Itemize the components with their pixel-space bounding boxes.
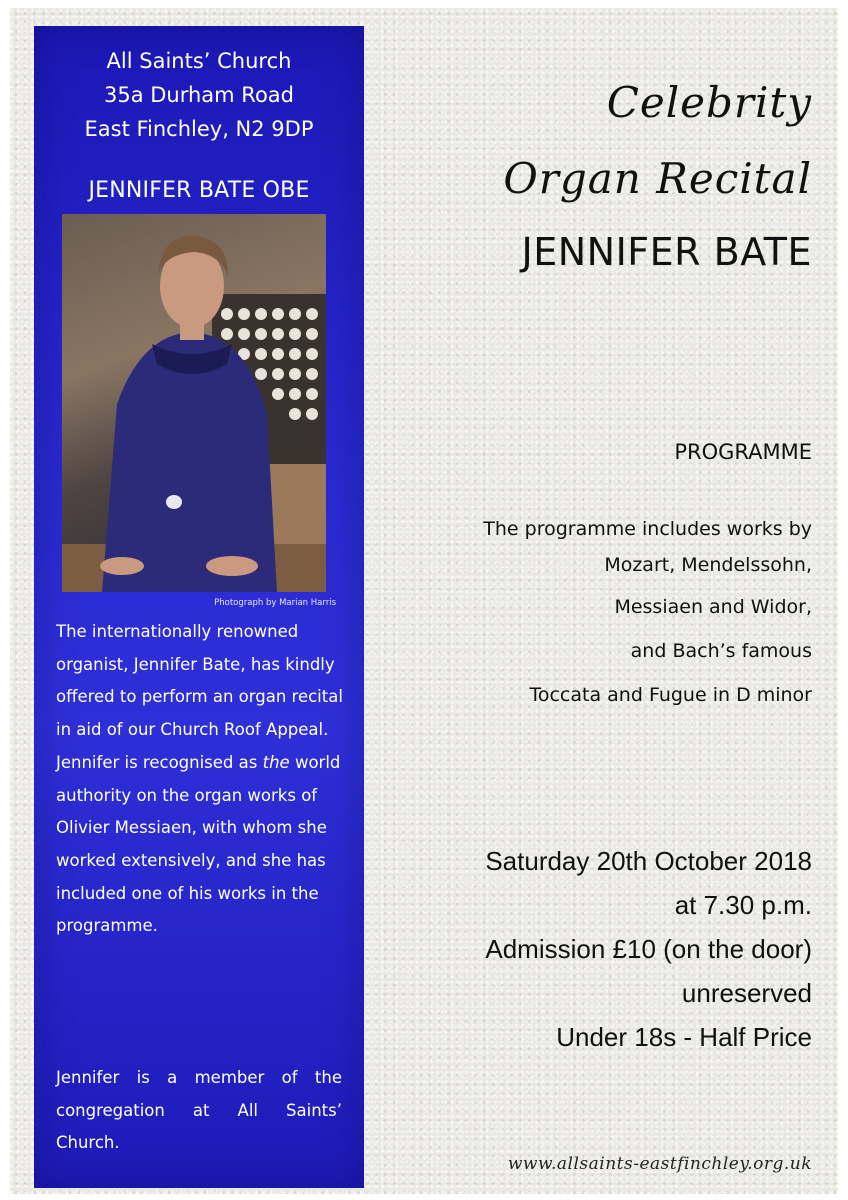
street-address: 35a Durham Road: [103, 83, 294, 107]
member-note: Jennifer is a member of the congregation at All Saints’ Church.: [56, 1068, 342, 1153]
event-time: at 7.30 p.m.: [674, 890, 812, 920]
website-url: www.allsaints-eastfinchley.org.uk: [507, 1154, 812, 1174]
programme-line: Mozart, Mendelssohn,: [604, 554, 812, 576]
title-organ-recital: Organ Recital: [503, 154, 812, 203]
info-panel: [34, 26, 364, 1188]
event-concession: Under 18s - Half Price: [556, 1022, 812, 1052]
event-seating: unreserved: [681, 978, 812, 1008]
bio-text-part2: world authority on the organ works of Olivier Messiaen, with whom she worked extensively, and she has included one of his works in the programme.: [56, 752, 341, 936]
programme-line: Toccata and Fugue in D minor: [529, 684, 812, 706]
poster: [10, 8, 838, 1194]
programme-heading: PROGRAMME: [674, 440, 812, 464]
bio-text-part1: The internationally renowned organist, Jennifer Bate, has kindly offered to perform an organ recital in aid of our Church Roof Appeal. Jennifer is recognised as: [56, 622, 343, 772]
performer-name: JENNIFER BATE: [521, 230, 812, 274]
church-name: All Saints’ Church: [106, 49, 292, 73]
artist-heading: JENNIFER BATE OBE: [88, 178, 310, 203]
title-celebrity: Celebrity: [606, 78, 812, 127]
event-admission: Admission £10 (on the door): [485, 934, 812, 964]
town-postcode: East Finchley, N2 9DP: [84, 117, 314, 141]
event-date: Saturday 20th October 2018: [485, 846, 812, 876]
artist-photo: [62, 214, 326, 592]
bio-emphasis: the: [262, 752, 290, 772]
photo-credit: Photograph by Marian Harris: [214, 598, 336, 608]
programme-line: Messiaen and Widor,: [614, 596, 812, 618]
artist-photo-illustration: [62, 214, 326, 592]
programme-line: The programme includes works by: [483, 518, 812, 540]
artist-biography: [56, 616, 346, 943]
programme-line: and Bach’s famous: [630, 640, 812, 662]
